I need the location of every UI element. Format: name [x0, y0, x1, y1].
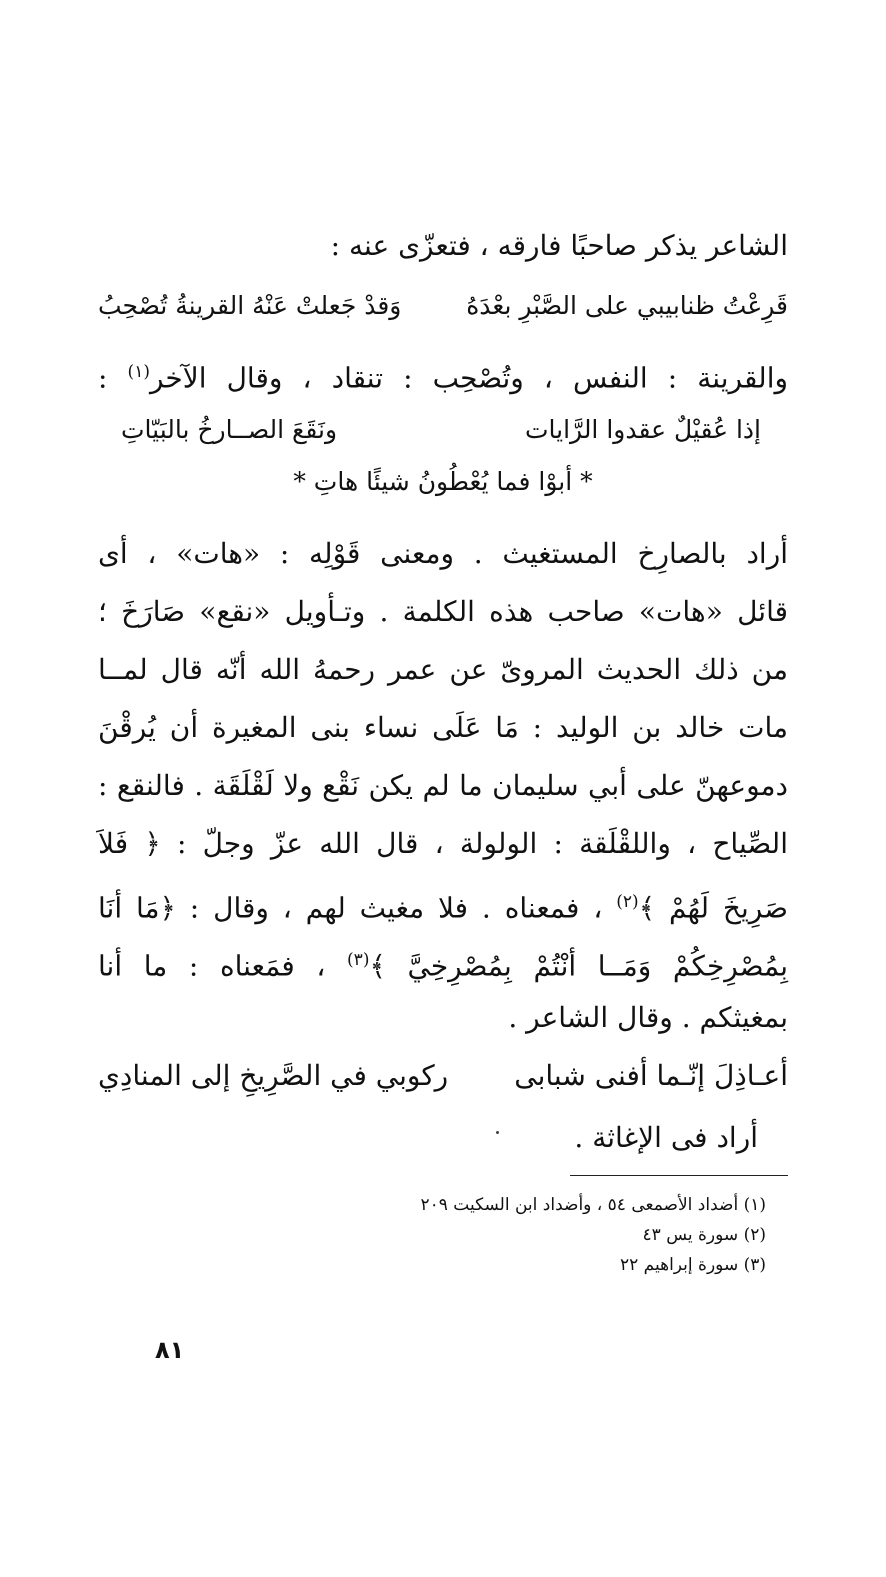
definition-line [98, 352, 788, 398]
paragraph-line-9: بمغيثكم . وقال الشاعر . [508, 1001, 788, 1034]
paragraph-line-5: دموعهنّ على أبي سليمان ما لم يكن نَقْع ولا لَقْلَقَة . فالنقع : [98, 769, 788, 802]
verse-3: * أبوْا فما يُعْطُونُ شيئًا هاتِ * [293, 467, 593, 496]
footnote-ref-3: (٣) [347, 950, 370, 970]
verse-2-second-hemistich: ونَقَعَ الصــارخُ بالبَيّاتِ [121, 415, 338, 444]
verse-1-first-hemistich: قَرِعْتُ ظنابيبي على الصَّبْرِ بعْدَهُ [466, 291, 788, 320]
quran-quote-2: بِمُصْرِخِكُمْ وَمَــا أنْتُمْ بِمُصْرِخِيَّ ﴾ [369, 949, 788, 983]
intro-line: الشاعر يذكر صاحبًا فارقه ، فتعزّى عنه : [330, 229, 788, 262]
paragraph-line-7 [98, 882, 788, 928]
footnote-2: (٢) سورة يس ٤٣ [642, 1225, 766, 1245]
paragraph-line-3: من ذلك الحديث المروىّ عن عمر رحمهُ الله أنّه قال لمــا [98, 653, 788, 686]
paragraph-line-7-rest: ، فمعناه . فلا مغيث لهم ، وقال : ﴿مَا أنَا [98, 891, 603, 925]
verse-1 [98, 286, 788, 326]
page-number: ٨١ [155, 1336, 185, 1364]
footnote-ref-2: (٢) [616, 892, 639, 912]
paragraph-line-4: مات خالد بن الوليد : مَا عَلَى نساء بنى المغيرة أن يُرقْنَ [98, 711, 788, 744]
verse-1-second-hemistich: وَقدْ جَعلتْ عَنْهُ القرينةُ تُصْحِبُ [98, 291, 402, 320]
verse-4-first-hemistich: أعـاذِلَ إنّـما أفنى شبابى [514, 1059, 788, 1092]
verse-4-second-hemistich: ركوبي في الصَّرِيخِ إلى المنادِي [98, 1059, 449, 1092]
footnote-1: (١) أضداد الأصمعى ٥٤ ، وأضداد ابن السكيت ٢٠٩ [420, 1195, 766, 1215]
footnote-ref-1: (١) [127, 362, 150, 382]
quran-quote-1: صَرِيخَ لَهُمْ ﴾ [638, 891, 789, 925]
paragraph-line-1: أراد بالصارِخ المستغيث . ومعنى قَوْلِه : «هات» ، أى [98, 537, 788, 570]
footnote-divider [570, 1175, 788, 1176]
paragraph-line-6: الصِّياح ، واللقْلَقة : الولولة ، قال الله عزّ وجلّ : ﴿ فَلاَ [98, 827, 788, 860]
closing-line: أراد فى الإغاثة . [574, 1121, 758, 1154]
definition-text: والقرينة : النفس ، وتُصْحِب : تنقاد ، وقال الآخر [149, 361, 788, 395]
verse-2 [121, 410, 761, 450]
definition-colon: : [98, 361, 108, 395]
paragraph-line-8 [98, 940, 788, 986]
print-speck [496, 1131, 499, 1134]
paragraph-line-2: قائل «هات» صاحب هذه الكلمة . وتـأويل «نقع» صَارَخَ ؛ [98, 595, 788, 628]
footnote-3: (٣) سورة إبراهيم ٢٢ [620, 1255, 766, 1275]
verse-4 [98, 1056, 788, 1096]
verse-2-first-hemistich: إذا عُقيْلٌ عقدوا الرَّايات [524, 415, 761, 444]
paragraph-line-8-rest: ، فمَعناه : ما أنا [98, 949, 326, 983]
